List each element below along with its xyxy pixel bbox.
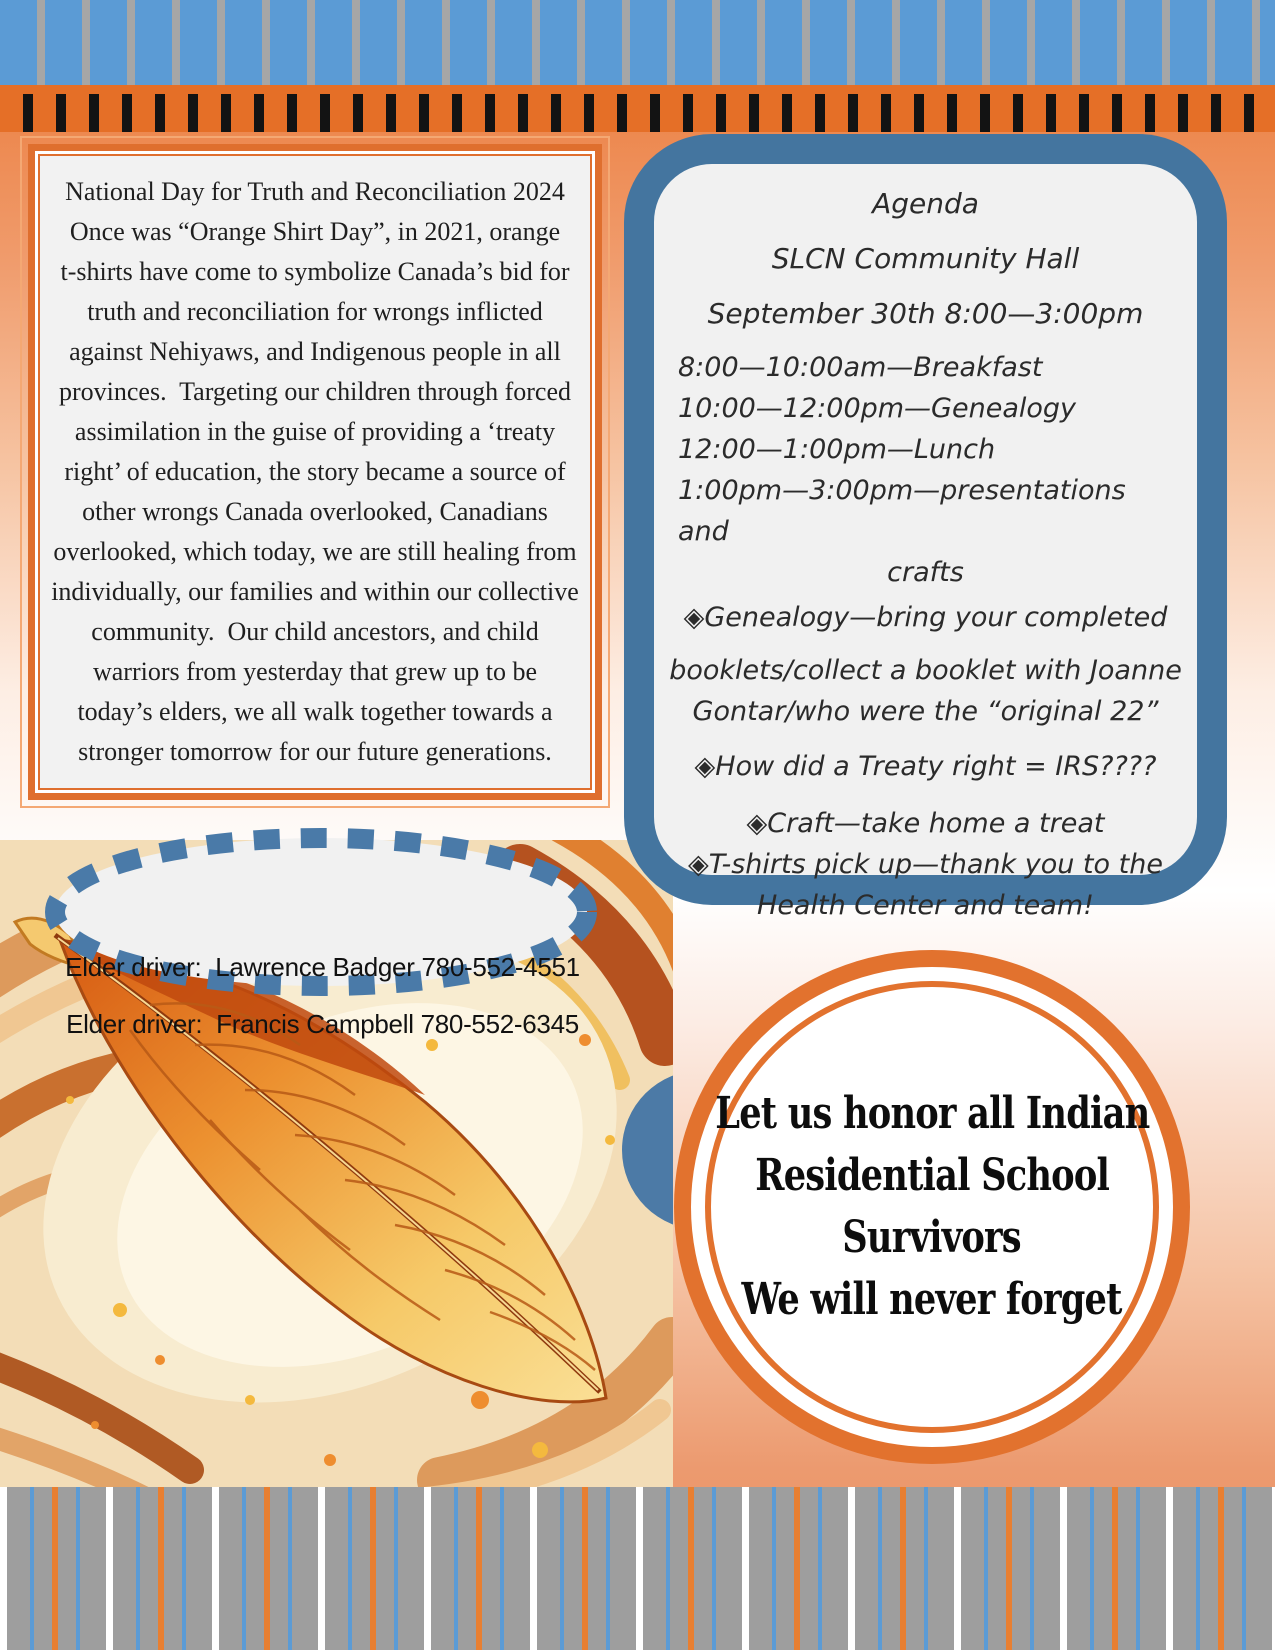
info-paragraph-line: community. Our child ancestors, and child <box>91 617 539 646</box>
agenda-line: ◈How did a Treaty right = IRS???? <box>694 751 1157 782</box>
black-dash-pattern <box>0 94 1275 132</box>
info-box-text-area <box>38 154 592 790</box>
info-paragraph-line: warriors from yesterday that grew up to be <box>92 657 538 686</box>
agenda-line: ◈Craft—take home a treat <box>746 808 1105 839</box>
agenda-line: 12:00—1:00pm—Lunch <box>678 434 996 465</box>
info-paragraph-line: against Nehiyaws, and Indigenous people in all <box>69 337 561 366</box>
agenda-content <box>654 164 1197 921</box>
agenda-line: ◈Genealogy—bring your completed <box>683 602 1168 633</box>
honor-message-line: We will never forget <box>741 1274 1123 1325</box>
agenda-line: booklets/collect a booklet with Joanne <box>669 655 1182 686</box>
info-box-border <box>28 144 602 800</box>
agenda-datetime: September 30th 8:00—3:00pm <box>707 297 1144 330</box>
elder-driver-line: Elder driver: Francis Campbell 780-552-6345 <box>66 1009 579 1039</box>
truth-reconciliation-info-box <box>20 136 610 808</box>
info-paragraph-line: individually, our families and within our collective <box>51 577 579 606</box>
info-paragraph-line: Once was “Orange Shirt Day”, in 2021, orange <box>69 217 561 246</box>
elder-driver-line: Elder driver: Lawrence Badger 780-552-4551 <box>65 952 580 982</box>
agenda-schedule-list <box>654 347 1197 926</box>
info-paragraph-line: truth and reconciliation for wrongs inflicted <box>87 297 543 326</box>
info-paragraph-line: other wrongs Canada overlooked, Canadians <box>82 497 548 526</box>
honor-message <box>674 950 1190 1464</box>
info-paragraph-line: right’ of education, the story became a source of <box>64 457 566 486</box>
agenda-line: ◈T-shirts pick up—thank you to the <box>688 849 1163 880</box>
agenda-line: crafts <box>887 557 964 588</box>
agenda-title: Agenda <box>872 187 979 220</box>
agenda-line: Gontar/who were the “original 22” <box>692 696 1159 727</box>
agenda-line: Health Center and team! <box>757 890 1094 921</box>
top-orange-dash-band <box>0 85 1275 132</box>
info-paragraph-line: assimilation in the guise of providing a ‘treaty <box>74 417 556 446</box>
elder-drivers-text <box>45 846 600 1053</box>
agenda-line: 8:00—10:00am—Breakfast <box>678 352 1043 383</box>
honor-message-line: Residential School <box>755 1150 1109 1201</box>
info-paragraph-line: t-shirts have come to symbolize Canada’s bid for <box>60 257 570 286</box>
agenda-panel <box>624 134 1227 921</box>
info-paragraph-line: provinces. Targeting our children through forced <box>58 377 571 406</box>
bottom-stripe-band <box>0 1487 1275 1650</box>
agenda-line: 10:00—12:00pm—Genealogy <box>678 393 1076 424</box>
top-blue-stripe-band <box>0 0 1275 85</box>
honor-message-line: Survivors <box>842 1212 1022 1263</box>
info-paragraph-line: today’s elders, we all walk together towards a <box>77 697 553 726</box>
info-paragraph-line: stronger tomorrow for our future generations. <box>78 737 552 766</box>
info-paragraph-line: overlooked, which today, we are still healing from <box>53 537 577 566</box>
honor-oval <box>674 950 1190 1464</box>
honor-message-line: Let us honor all Indian <box>714 1088 1150 1139</box>
agenda-line: 1:00pm—3:00pm—presentations and <box>678 475 1135 547</box>
agenda-venue: SLCN Community Hall <box>771 242 1080 275</box>
info-paragraph-line: National Day for Truth and Reconciliation 2024 <box>65 177 565 206</box>
